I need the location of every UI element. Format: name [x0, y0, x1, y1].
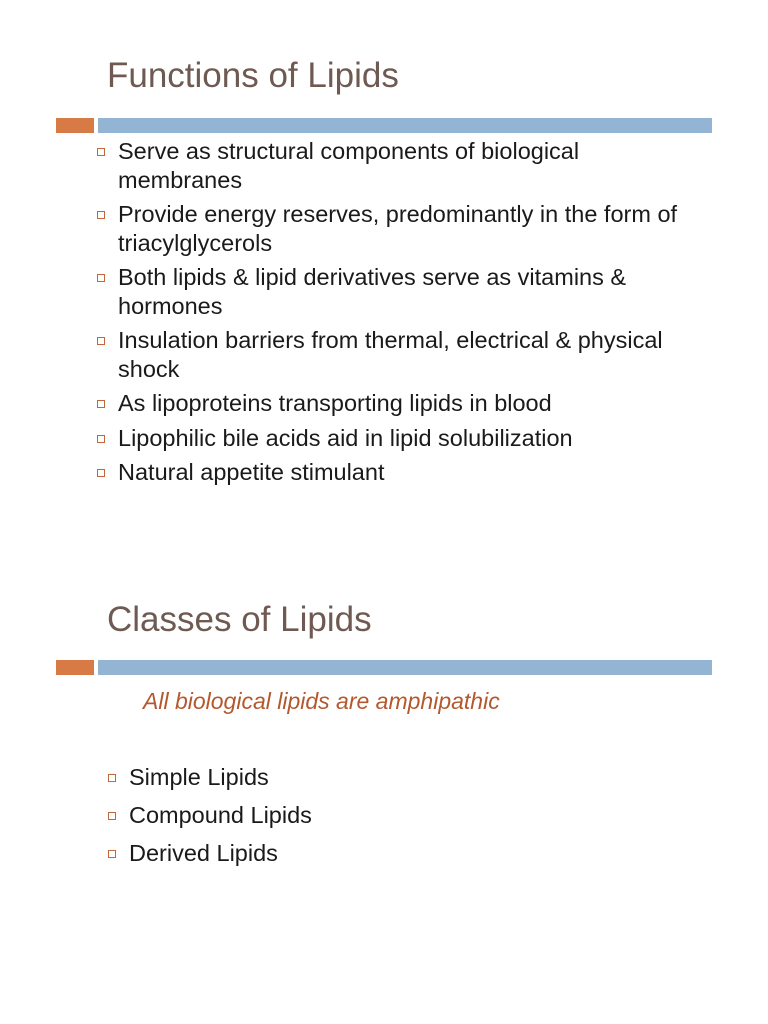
square-bullet-icon — [108, 774, 116, 782]
square-bullet-icon — [97, 337, 105, 345]
square-bullet-icon — [97, 211, 105, 219]
bullet-item — [96, 424, 686, 453]
bullet-text: Compound Lipids — [129, 802, 312, 828]
bullet-item — [107, 839, 607, 868]
square-bullet-icon — [108, 812, 116, 820]
bullet-text: Natural appetite stimulant — [118, 459, 385, 485]
slide-title: Functions of Lipids — [107, 56, 399, 95]
bullet-item — [96, 200, 686, 257]
bullet-item — [107, 763, 607, 792]
bullet-item — [96, 263, 686, 320]
bullet-text: Serve as structural components of biological membranes — [118, 138, 580, 193]
bullet-text: Derived Lipids — [129, 840, 278, 866]
bullet-item — [96, 389, 686, 418]
square-bullet-icon — [108, 850, 116, 858]
slide-classes-of-lipids — [0, 540, 768, 1024]
bullet-item — [96, 458, 686, 487]
slide-subtitle: All biological lipids are amphipathic — [143, 688, 500, 714]
square-bullet-icon — [97, 435, 105, 443]
bullet-text: Insulation barriers from thermal, electrical & physical shock — [118, 327, 663, 382]
bullet-item — [107, 801, 607, 830]
bullet-item — [96, 326, 686, 383]
bullet-list — [96, 137, 686, 493]
slide-functions-of-lipids — [0, 0, 768, 510]
bullet-text: Provide energy reserves, predominantly in the form of triacylglycerols — [118, 201, 678, 256]
bullet-text: Both lipids & lipid derivatives serve as vitamins & hormones — [118, 264, 627, 319]
bullet-list — [107, 763, 607, 877]
bullet-item — [96, 137, 686, 194]
bullet-text: Lipophilic bile acids aid in lipid solubilization — [118, 424, 573, 451]
square-bullet-icon — [97, 148, 105, 156]
title-accent-blue-bar — [98, 118, 712, 133]
title-accent-blue-bar — [98, 660, 712, 675]
square-bullet-icon — [97, 469, 105, 477]
square-bullet-icon — [97, 274, 105, 282]
bullet-text: As lipoproteins transporting lipids in blood — [118, 390, 552, 416]
title-accent-orange-bar — [56, 660, 94, 675]
title-accent-orange-bar — [56, 118, 94, 133]
square-bullet-icon — [97, 400, 105, 408]
slide-title: Classes of Lipids — [107, 600, 372, 639]
bullet-text: Simple Lipids — [129, 764, 269, 790]
